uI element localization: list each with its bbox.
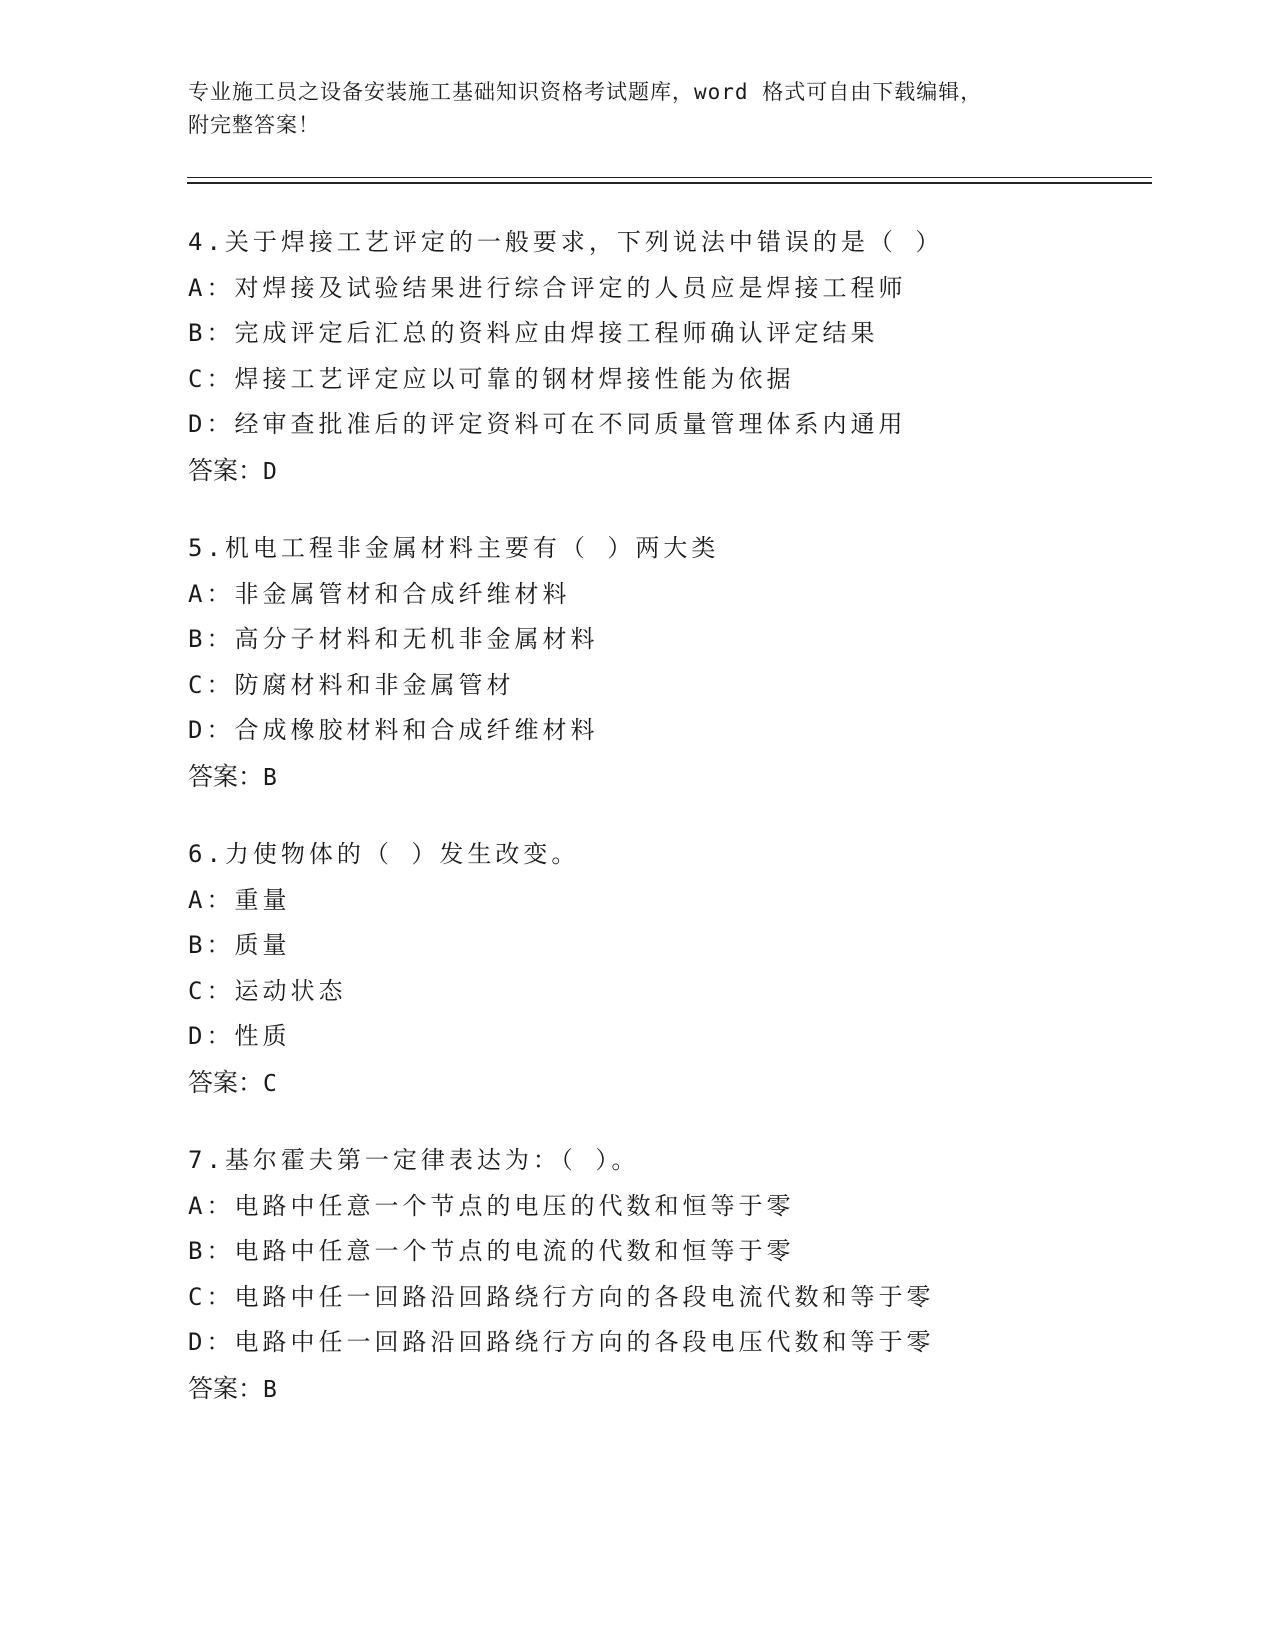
option-b: B：电路中任意一个节点的电流的代数和恒等于零 <box>188 1237 795 1265</box>
document-header <box>188 76 1088 142</box>
question-5 <box>188 526 1148 799</box>
answer-value: B <box>263 764 277 791</box>
answer-line <box>188 754 1148 800</box>
option-d: D：经审查批准后的评定资料可在不同质量管理体系内通用 <box>188 410 907 438</box>
option-d: D：合成橡胶材料和合成纤维材料 <box>188 716 599 744</box>
header-line-2: 附完整答案！ <box>188 113 320 137</box>
option-c: C：运动状态 <box>188 976 347 1005</box>
answer-label: 答案： <box>188 761 264 791</box>
header-divider-thick <box>187 182 1152 184</box>
option-c: C：防腐材料和非金属管材 <box>188 670 515 699</box>
answer-line <box>188 448 1148 494</box>
answer-label: 答案： <box>188 1067 264 1097</box>
answer-label: 答案： <box>188 1373 264 1403</box>
answer-value: B <box>263 1376 277 1403</box>
option-b: B：质量 <box>188 931 291 959</box>
question-7 <box>188 1138 1148 1411</box>
answer-label: 答案： <box>188 455 264 485</box>
option-b: B：高分子材料和无机非金属材料 <box>188 625 599 653</box>
option-d: D：性质 <box>188 1022 291 1050</box>
header-divider-thin <box>187 177 1152 178</box>
option-a: A：非金属管材和合成纤维材料 <box>188 579 571 608</box>
answer-line <box>188 1060 1148 1106</box>
answer-line <box>188 1366 1148 1412</box>
question-stem: 6.力使物体的（ ）发生改变。 <box>188 840 580 868</box>
question-4 <box>188 220 1148 493</box>
question-stem: 7.基尔霍夫第一定律表达为：（ ）。 <box>188 1146 640 1174</box>
question-stem: 5.机电工程非金属材料主要有（ ）两大类 <box>188 534 720 562</box>
option-a: A：重量 <box>188 885 291 914</box>
option-d: D：电路中任一回路沿回路绕行方向的各段电压代数和等于零 <box>188 1328 935 1356</box>
header-line-1: 专业施工员之设备安装施工基础知识资格考试题库，word 格式可自由下载编辑， <box>188 80 983 104</box>
answer-value: C <box>263 1070 277 1097</box>
option-a: A：电路中任意一个节点的电压的代数和恒等于零 <box>188 1191 795 1220</box>
option-c: C：焊接工艺评定应以可靠的钢材焊接性能为依据 <box>188 364 795 393</box>
option-b: B：完成评定后汇总的资料应由焊接工程师确认评定结果 <box>188 319 879 347</box>
question-stem: 4.关于焊接工艺评定的一般要求，下列说法中错误的是（ ） <box>188 228 944 256</box>
question-6 <box>188 832 1148 1105</box>
option-c: C：电路中任一回路沿回路绕行方向的各段电流代数和等于零 <box>188 1282 935 1311</box>
answer-value: D <box>263 458 277 485</box>
option-a: A：对焊接及试验结果进行综合评定的人员应是焊接工程师 <box>188 273 907 302</box>
